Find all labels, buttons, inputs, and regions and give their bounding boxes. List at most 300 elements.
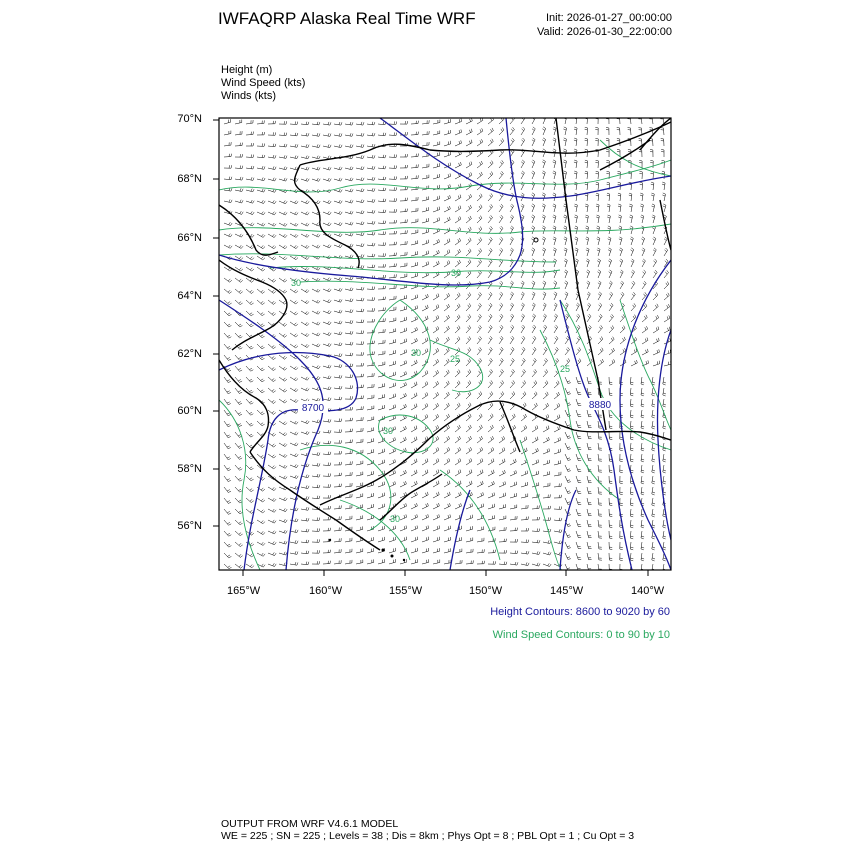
wind-barb <box>553 248 556 256</box>
wind-barb <box>312 133 320 136</box>
wind-barb <box>488 459 494 466</box>
wind-barb <box>290 486 298 489</box>
wind-barb <box>466 515 473 520</box>
wind-barb <box>422 392 428 399</box>
wind-barb <box>389 548 396 553</box>
wind-barb <box>378 351 385 355</box>
wind-barb <box>433 560 440 565</box>
wind-barb <box>268 234 276 238</box>
wind-barb <box>323 452 331 455</box>
wind-barb <box>312 420 320 423</box>
wind-barb <box>664 237 667 245</box>
wind-barb <box>312 311 320 314</box>
wind-barb <box>653 327 659 334</box>
wind-barb <box>543 270 546 278</box>
wind-barb <box>466 481 472 487</box>
wind-barb <box>367 265 375 268</box>
wind-barb <box>510 459 516 465</box>
wind-barb <box>356 439 363 443</box>
wind-barb <box>411 305 418 311</box>
wind-barb <box>345 309 353 312</box>
wind-barb <box>246 443 253 448</box>
wind-barb <box>466 526 473 531</box>
wind-barb <box>389 492 396 498</box>
wind-barb <box>356 200 364 203</box>
wind-barb <box>598 553 602 560</box>
wind-barb <box>378 559 385 564</box>
wind-barb <box>301 388 309 391</box>
wind-barb <box>290 167 298 170</box>
wind-barb <box>609 388 612 396</box>
wind-barb <box>641 377 644 385</box>
wind-barb <box>411 426 417 432</box>
coastlines <box>219 118 671 550</box>
wind-barb <box>367 406 374 410</box>
wind-barb <box>499 160 504 168</box>
wind-barb <box>585 226 588 234</box>
wind-barb <box>400 317 407 322</box>
wind-barb <box>312 496 320 499</box>
wind-barb <box>653 349 659 355</box>
wind-barb <box>400 426 406 432</box>
wind-barb <box>444 119 451 124</box>
wind-barb <box>444 370 449 377</box>
wind-barb <box>367 122 375 125</box>
wind-barb <box>356 363 364 366</box>
wind-barb <box>411 393 417 399</box>
wind-barb <box>521 551 529 554</box>
wind-barb <box>576 553 581 560</box>
wind-barb <box>488 161 493 168</box>
wind-barb <box>466 271 471 279</box>
wind-barb <box>224 476 231 482</box>
wind-barb <box>268 121 276 124</box>
wind-barb <box>367 449 374 454</box>
wind-barb <box>400 121 408 124</box>
wind-barb <box>279 167 287 170</box>
wind-barb <box>477 436 483 443</box>
wind-barb <box>642 326 648 333</box>
wind-barb <box>554 483 561 487</box>
wind-barb <box>334 343 342 346</box>
wind-speed-contour-legend: Wind Speed Contours: 0 to 90 by 10 <box>492 629 670 641</box>
wind-barb <box>620 326 625 333</box>
wind-barb <box>224 443 231 449</box>
wind-barb <box>279 421 287 425</box>
wind-barb <box>367 319 375 322</box>
wind-barb <box>235 410 242 416</box>
wind-barb <box>400 437 406 443</box>
wind-barb <box>389 437 395 443</box>
wind-label-2: 25 <box>449 354 461 364</box>
wind-barb <box>334 484 341 487</box>
wind-barb <box>279 133 287 136</box>
wind-barb <box>433 403 439 410</box>
wind-barb <box>235 377 242 382</box>
wind-barb <box>246 311 254 316</box>
wind-barb <box>652 410 655 418</box>
wind-barb <box>301 431 309 434</box>
wind-barb <box>422 261 429 267</box>
wind-barb <box>598 487 602 494</box>
wind-barb <box>620 454 623 462</box>
wind-barb <box>499 128 504 136</box>
wind-barb <box>400 328 407 333</box>
wind-barb <box>444 315 450 322</box>
wind-barb <box>532 403 537 410</box>
wind-barb <box>235 333 242 338</box>
wind-barb <box>477 392 482 400</box>
wind-barb <box>301 278 309 282</box>
wind-barb <box>268 487 276 491</box>
wind-barb <box>268 311 276 316</box>
wind-barb <box>400 241 407 245</box>
wind-barb <box>422 492 428 498</box>
wind-barb <box>542 193 545 201</box>
wind-barb <box>389 220 397 223</box>
wind-barb <box>367 232 375 235</box>
wind-barb <box>598 432 602 439</box>
wind-barb <box>279 155 287 158</box>
wind-barb <box>279 530 287 533</box>
wind-barb <box>345 144 353 147</box>
wind-barb <box>301 529 309 532</box>
wind-barb <box>510 204 514 212</box>
wind-barb <box>378 308 385 312</box>
wind-barb <box>488 303 492 311</box>
wind-barb <box>235 366 242 371</box>
wind-barb <box>576 347 581 355</box>
wind-barb <box>279 377 287 381</box>
wind-barb <box>301 355 309 358</box>
wind-barb <box>455 315 460 322</box>
wind-barb <box>411 459 417 465</box>
wind-barb <box>268 531 276 534</box>
wind-barb <box>663 465 666 473</box>
wind-barb <box>279 144 287 147</box>
wind-barb <box>389 242 397 245</box>
wind-barb <box>640 193 643 201</box>
wind-barb <box>565 443 571 449</box>
wind-barb <box>367 133 375 136</box>
wind-barb <box>609 421 612 429</box>
wind-barb <box>224 278 232 282</box>
wind-barb <box>642 248 645 256</box>
wind-barb <box>630 237 633 245</box>
wind-barb <box>312 144 320 147</box>
wind-barb <box>400 154 408 157</box>
wind-barb <box>345 385 353 388</box>
wind-barb <box>367 471 374 476</box>
wind-barb <box>290 464 298 467</box>
wind-barb <box>631 360 637 366</box>
wind-barb <box>235 322 242 327</box>
wind-barb <box>521 138 525 146</box>
wind-barb <box>378 394 385 399</box>
wind-barb <box>444 503 450 509</box>
wind-barb <box>510 292 514 300</box>
wind-barb <box>400 526 407 532</box>
wind-barb <box>334 133 342 136</box>
wind-barb <box>574 193 577 201</box>
wind-barb <box>630 226 633 234</box>
wind-barb <box>499 171 503 179</box>
wind-barb <box>312 289 320 292</box>
wind-barb <box>334 451 342 454</box>
wind-barb <box>389 187 397 190</box>
wind-barb <box>312 156 320 159</box>
wind-barb <box>631 248 634 256</box>
wind-barb <box>257 234 265 237</box>
wind-barb <box>553 160 556 168</box>
wind-barb <box>389 274 396 278</box>
wind-barb <box>662 182 665 190</box>
wind-barb <box>279 256 287 260</box>
wind-barb <box>433 514 439 520</box>
wind-barb <box>433 261 439 267</box>
wind-barb <box>620 487 623 495</box>
wind-barb <box>510 482 517 487</box>
wind-barb <box>565 432 571 438</box>
wind-barb <box>598 443 602 450</box>
wind-label-7: 30 <box>290 278 302 288</box>
wind-barb <box>235 154 243 157</box>
wind-barb <box>565 292 568 300</box>
wind-barb <box>466 392 471 399</box>
wind-barb <box>235 399 242 405</box>
wind-barb <box>367 308 375 311</box>
wind-barb <box>606 127 609 135</box>
wind-barb <box>585 193 588 201</box>
wind-barb <box>596 215 599 223</box>
wind-barb <box>334 419 342 422</box>
wind-barb <box>477 303 481 311</box>
wind-barb <box>334 244 342 247</box>
wind-barb <box>400 339 407 344</box>
wind-barb <box>334 167 342 170</box>
wind-barb <box>279 178 287 181</box>
wind-barb <box>488 215 493 223</box>
wind-barb <box>521 358 525 366</box>
wind-barb <box>466 140 472 146</box>
wind-barb <box>444 548 451 553</box>
wind-barb <box>411 481 417 487</box>
wind-barb <box>510 127 514 135</box>
wind-barb <box>631 270 635 278</box>
wind-barb <box>279 388 287 392</box>
wind-barb <box>224 399 231 405</box>
wind-barb <box>290 311 298 315</box>
wind-barb <box>356 560 363 564</box>
wind-barb <box>455 337 460 344</box>
wind-barb <box>433 548 440 553</box>
wind-barb <box>585 215 588 223</box>
wind-barb <box>477 492 483 498</box>
wind-barb <box>411 327 417 333</box>
wind-barb <box>510 516 517 520</box>
wind-barb <box>356 483 363 488</box>
wind-barb <box>290 122 298 125</box>
wind-barb <box>411 262 418 267</box>
wind-barb <box>367 221 375 224</box>
wind-barb <box>510 528 517 531</box>
wind-barb <box>597 237 600 245</box>
wind-barb <box>235 476 242 481</box>
wind-barb <box>631 303 636 311</box>
wind-barb <box>565 531 571 537</box>
wind-barb <box>618 204 621 212</box>
wind-barb <box>553 138 556 146</box>
wind-barb <box>334 364 342 367</box>
wind-barb <box>608 248 611 256</box>
wind-barb <box>652 487 655 495</box>
wind-barb <box>345 133 353 136</box>
wind-barb <box>532 336 536 344</box>
wind-barb <box>642 270 646 278</box>
wind-barb <box>628 128 632 135</box>
wind-barb <box>499 292 503 300</box>
wind-barb <box>488 392 493 400</box>
wind-barb <box>554 426 560 432</box>
wind-barb <box>629 204 632 212</box>
wind-barb <box>356 352 364 355</box>
wind-barb <box>653 248 656 256</box>
wind-barb <box>630 388 633 396</box>
wind-barb <box>345 222 353 225</box>
wind-barb <box>411 514 417 520</box>
wind-barb <box>650 139 653 146</box>
wind-barb <box>565 377 571 383</box>
wind-barb <box>345 211 353 214</box>
wind-barb <box>268 245 276 249</box>
wind-barb <box>422 316 428 322</box>
wind-barb <box>641 399 644 407</box>
wind-barb <box>532 270 535 278</box>
wind-barb <box>587 553 592 560</box>
wind-barb <box>323 430 331 433</box>
wind-barb <box>477 194 482 201</box>
wind-barb <box>279 245 287 249</box>
wind-barb <box>653 237 656 245</box>
wind-barb <box>652 399 655 407</box>
wind-barb <box>279 498 287 501</box>
wind-barb <box>367 438 374 443</box>
wind-barb <box>400 404 406 410</box>
wind-barb <box>664 282 669 290</box>
wind-barb <box>477 447 483 454</box>
wind-barb <box>257 377 265 382</box>
wind-barb <box>661 139 664 147</box>
wind-barb <box>356 166 364 169</box>
wind-barb <box>246 432 253 437</box>
wind-barb <box>257 454 265 459</box>
wind-barb <box>433 283 439 289</box>
wind-barb <box>466 325 471 333</box>
wind-barb <box>334 277 342 280</box>
wind-barb <box>565 399 571 405</box>
wind-barb <box>660 128 664 135</box>
height-label-2: 8880 <box>588 400 612 411</box>
wind-barb <box>554 336 558 344</box>
wind-barb <box>444 381 449 388</box>
wind-barb <box>620 531 623 539</box>
wind-barb <box>224 520 231 525</box>
wind-barb <box>433 526 440 532</box>
wind-barb <box>246 120 253 124</box>
wind-barb <box>312 528 320 531</box>
wind-barb <box>652 421 655 429</box>
wind-barb <box>488 550 496 553</box>
wind-label-1: 30 <box>450 268 462 278</box>
wind-barb <box>587 303 591 311</box>
wind-barb <box>532 149 535 157</box>
wind-barb <box>444 560 451 564</box>
lon-label: 160°W <box>309 585 343 597</box>
wind-barb <box>608 226 611 234</box>
wind-barb <box>640 182 643 190</box>
wind-barb <box>268 178 276 181</box>
wind-barb <box>598 303 602 311</box>
wind-barb <box>411 537 418 542</box>
wind-barb <box>224 388 231 394</box>
wind-barb <box>378 232 386 235</box>
wind-barb <box>609 465 612 473</box>
wind-barb <box>301 267 309 271</box>
wind-barb <box>378 188 386 191</box>
wind-barb <box>290 399 298 403</box>
wind-barb <box>334 288 342 291</box>
wind-barb <box>575 237 578 245</box>
wind-barb <box>367 493 374 498</box>
wind-barb <box>499 392 504 400</box>
wind-barb <box>444 537 451 542</box>
wind-barb <box>595 127 598 135</box>
wind-barb <box>630 421 633 429</box>
wind-barb <box>488 470 494 476</box>
wind-barb <box>488 447 494 454</box>
wind-barb <box>585 160 588 168</box>
wind-barb <box>510 193 514 201</box>
wind-barb <box>477 128 483 135</box>
wind-barb <box>301 223 309 226</box>
wind-barb <box>367 188 375 191</box>
wind-barb <box>257 245 265 249</box>
wind-barb <box>596 182 599 190</box>
wind-barb <box>367 417 374 422</box>
wind-barb <box>257 421 265 426</box>
wind-barb <box>532 392 537 399</box>
wind-barb <box>638 128 642 135</box>
wind-barb <box>367 287 375 290</box>
wind-barb <box>290 562 298 565</box>
wind-barb <box>422 349 428 356</box>
wind-barb <box>378 526 385 531</box>
wind-barb <box>641 553 644 561</box>
wind-barb <box>641 564 644 572</box>
wind-barb <box>521 494 528 499</box>
wind-barb <box>345 560 352 564</box>
wind-barb <box>444 173 451 179</box>
wind-barb <box>312 234 320 237</box>
wind-barb <box>444 392 449 399</box>
wind-barb <box>224 542 231 547</box>
wind-barb <box>246 300 254 305</box>
wind-barb <box>323 473 331 476</box>
wind-barb <box>433 141 440 146</box>
wind-barb <box>356 417 363 421</box>
wind-barb <box>510 493 517 498</box>
wind-barb <box>455 249 461 256</box>
